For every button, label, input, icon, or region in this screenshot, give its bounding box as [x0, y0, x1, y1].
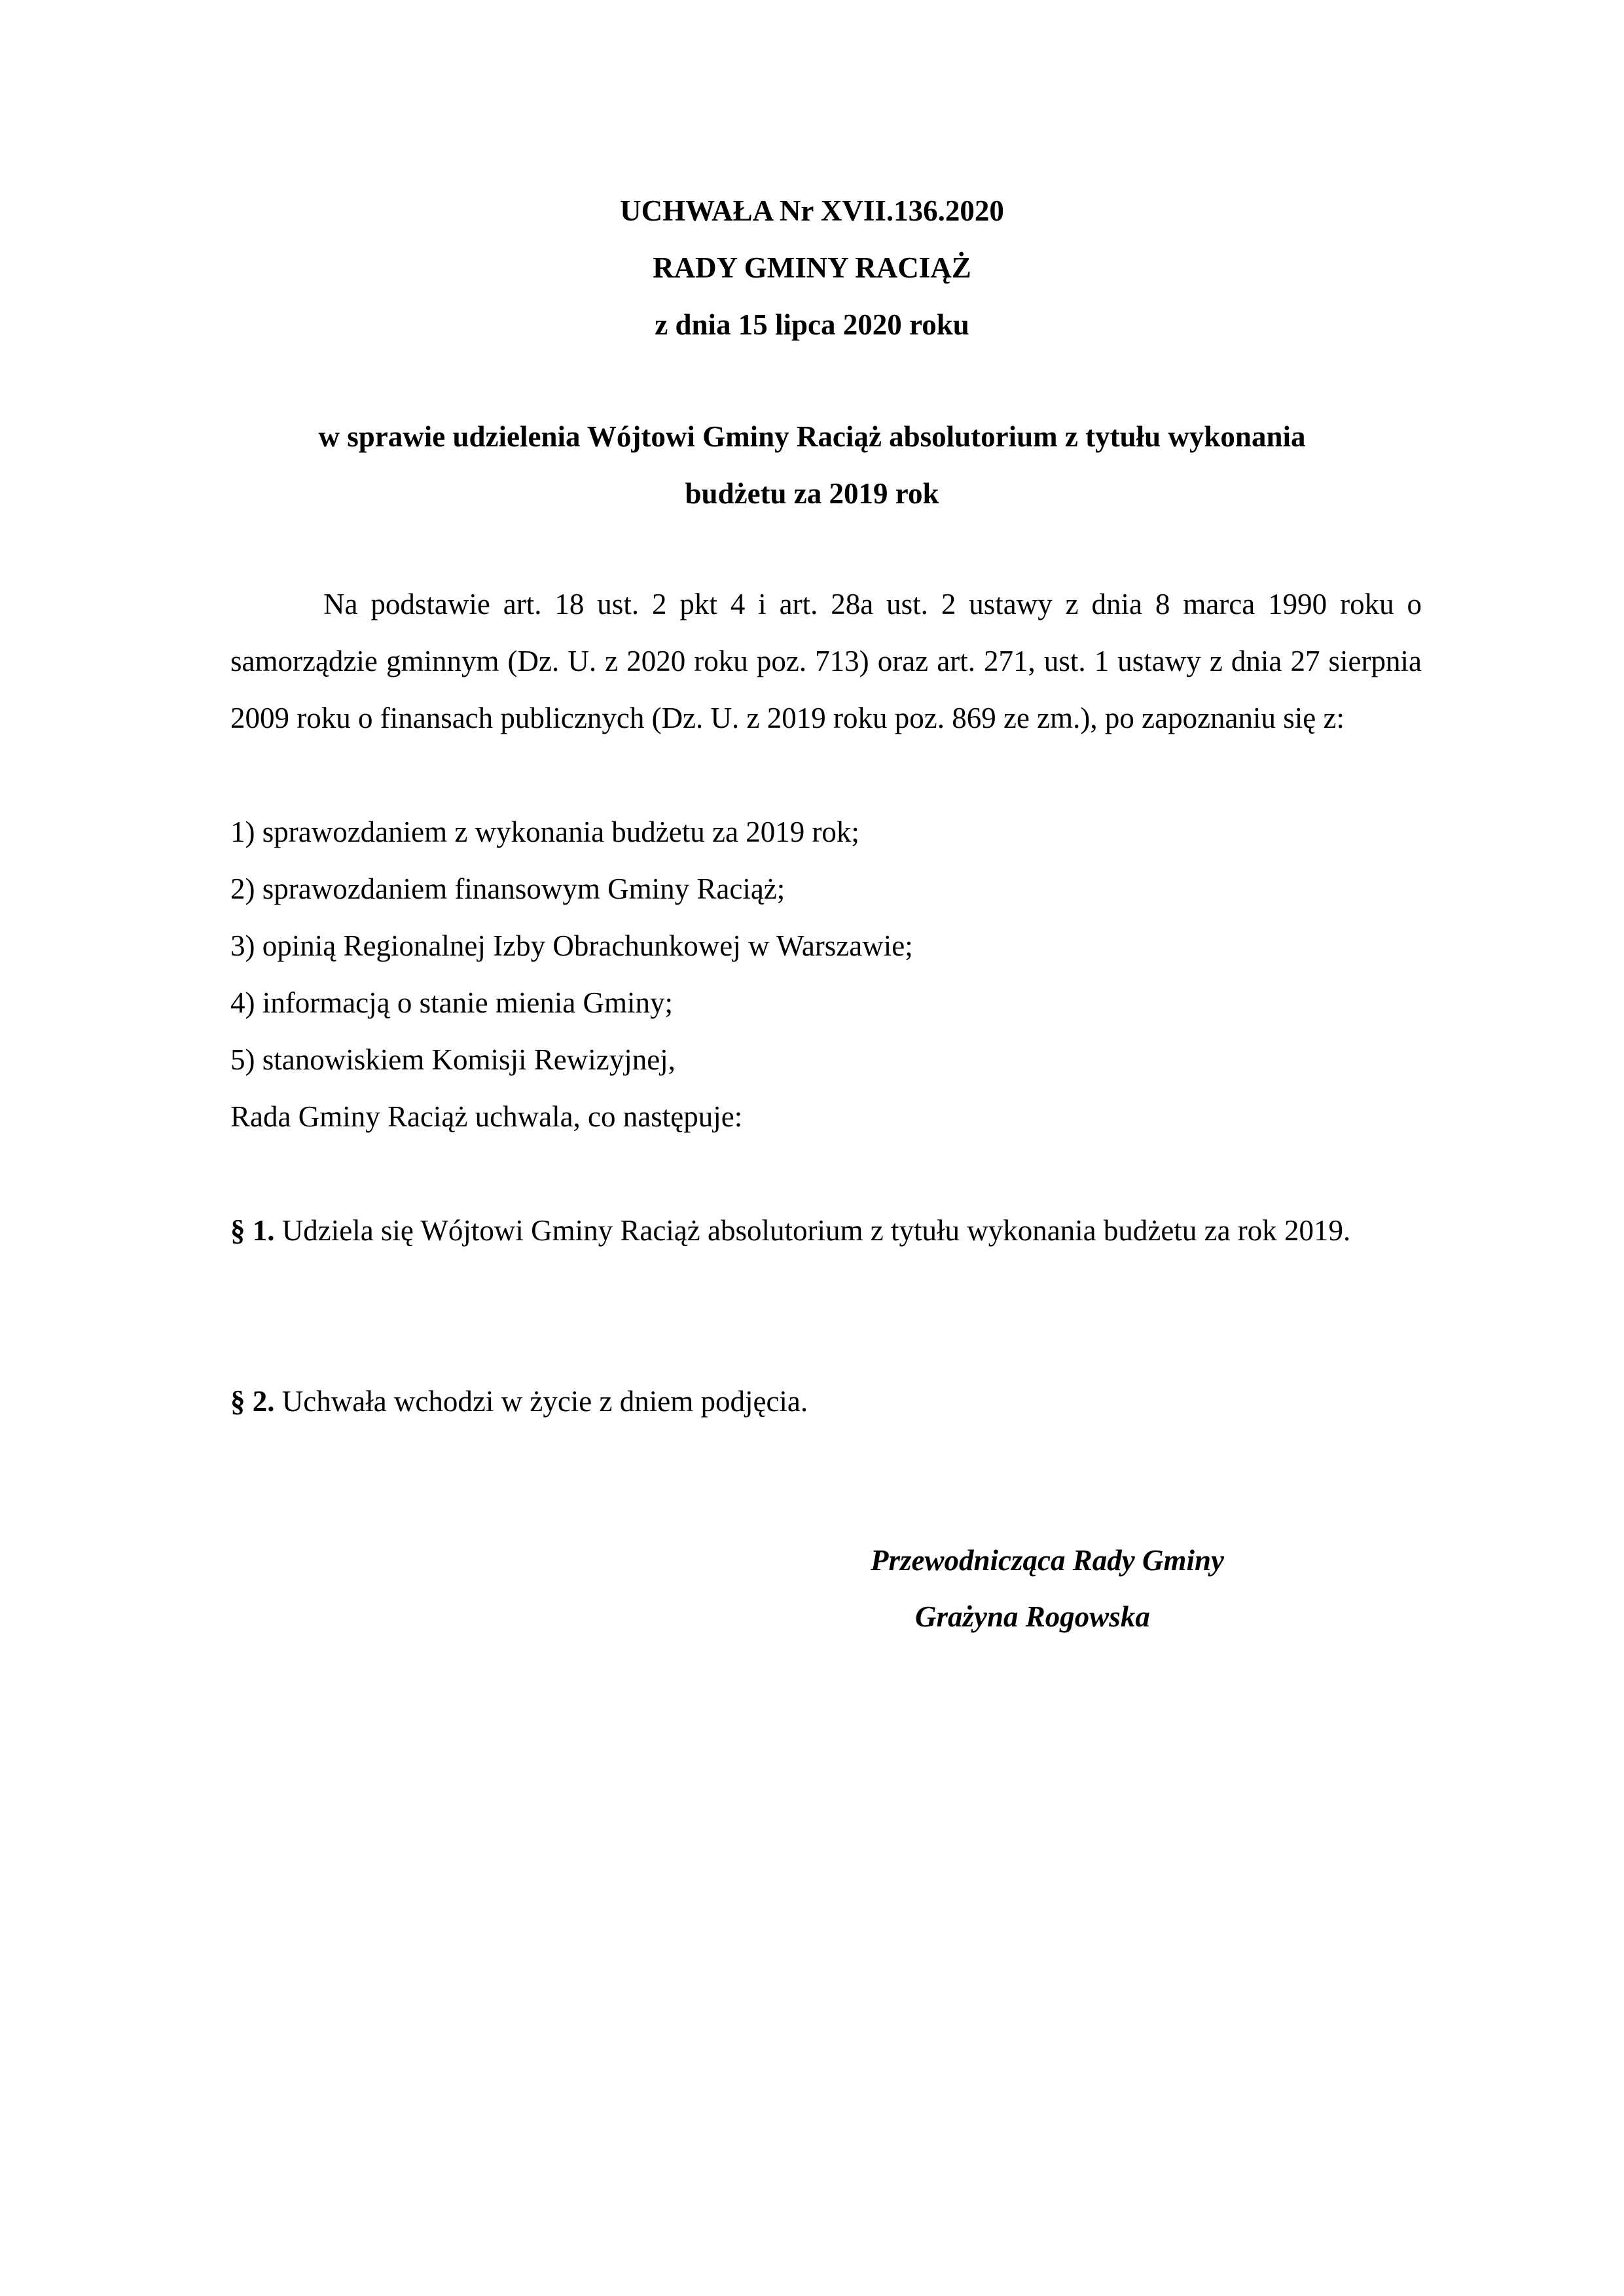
list-item: 2) sprawozdaniem finansowym Gminy Raciąż;	[230, 872, 785, 905]
paragraph-1-text: Udziela się Wójtowi Gminy Raciąż absolutorium z tytułu wykonania budżetu za rok 2019.	[281, 1214, 1351, 1247]
paragraph-2	[230, 1373, 1422, 1430]
list-item: 3) opinią Regionalnej Izby Obrachunkowej w Warszawie;	[230, 929, 913, 962]
resolution-date: z dnia 15 lipca 2020 roku	[655, 308, 969, 341]
resolution-title: UCHWAŁA Nr XVII.136.2020	[620, 194, 1004, 227]
signature-name: Grażyna Rogowska	[915, 1600, 1150, 1633]
list-item: 4) informacją o stanie mienia Gminy;	[230, 986, 674, 1019]
council-name: RADY GMINY RACIĄŻ	[653, 251, 971, 284]
subject-line-1: w sprawie udzielenia Wójtowi Gminy Raciąż absolutorium z tytułu wykonania	[318, 420, 1306, 453]
preamble-text: Na podstawie art. 18 ust. 2 pkt 4 i art. 28a ust. 2 ustawy z dnia 8 marca 1990 roku o samorządzie gminnym (Dz. U. z 2020 roku poz. 713) oraz art. 271, ust. 1 ustawy z dnia 27 sierpnia 2009 roku o finansach publicznych (Dz. U. z 2019 roku poz. 869 ze zm.), po zapoznaniu się z:	[230, 588, 1422, 734]
list-item: 1) sprawozdaniem z wykonania budżetu za 2019 rok;	[230, 816, 859, 848]
paragraph-1-mark: § 1.	[230, 1214, 275, 1247]
paragraph-2-text: Uchwała wchodzi w życie z dniem podjęcia.	[281, 1385, 808, 1418]
considered-documents-list	[230, 804, 913, 1088]
paragraph-2-mark: § 2.	[230, 1385, 275, 1418]
list-item: 5) stanowiskiem Komisji Rewizyjnej,	[230, 1043, 676, 1076]
subject-line-2: budżetu za 2019 rok	[685, 477, 939, 510]
resolution-intro: Rada Gminy Raciąż uchwala, co następuje:	[230, 1100, 743, 1133]
signature-role: Przewodnicząca Rady Gminy	[871, 1544, 1224, 1577]
preamble	[230, 576, 1422, 747]
paragraph-1	[230, 1202, 1422, 1259]
